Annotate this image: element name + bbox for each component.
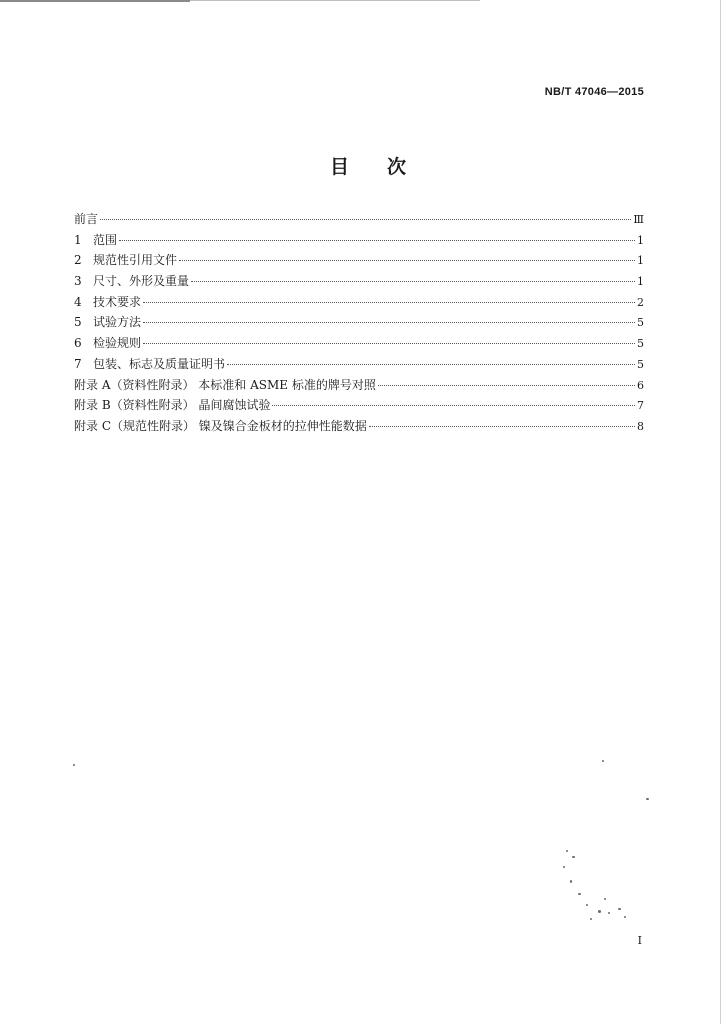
toc-entry-page: 7 <box>637 399 644 413</box>
toc-entry-number: 1 <box>74 232 82 247</box>
scan-speck <box>572 856 575 858</box>
toc-leader-dots <box>143 343 635 344</box>
toc-entry-7[interactable] <box>74 355 644 376</box>
toc-entry-number: 5 <box>74 315 82 330</box>
toc-leader-dots <box>272 405 635 406</box>
toc-entry-label: 附录 B（资料性附录） 晶间腐蚀试验 <box>74 398 271 413</box>
toc-leader-dots <box>119 240 635 241</box>
toc-entry-appendix-a[interactable] <box>74 376 644 397</box>
scan-speck <box>563 866 565 868</box>
toc-entry-6[interactable] <box>74 334 644 355</box>
toc-entry-3[interactable] <box>74 272 644 293</box>
toc-entry-label: 技术要求 <box>93 294 142 309</box>
scan-speck <box>590 918 592 920</box>
toc-leader-dots <box>100 219 631 220</box>
scan-edge-right <box>720 0 721 1024</box>
scan-speck <box>598 910 601 913</box>
scan-speck <box>602 760 604 762</box>
scan-speck <box>570 880 572 883</box>
table-of-contents <box>74 210 644 438</box>
toc-entry-label: 检验规则 <box>93 336 142 351</box>
scan-speck <box>586 904 588 906</box>
toc-leader-dots <box>191 281 635 282</box>
toc-entry-page: 1 <box>637 275 644 289</box>
toc-entry-number: 7 <box>74 356 82 371</box>
toc-entry-5[interactable] <box>74 313 644 334</box>
toc-entry-label: 试验方法 <box>93 315 142 330</box>
toc-leader-dots <box>179 260 635 261</box>
page-title: 目次 <box>330 156 445 178</box>
toc-leader-dots <box>369 426 635 427</box>
scan-speck <box>73 764 75 766</box>
scan-edge-top-dark <box>0 0 190 2</box>
toc-entry-appendix-c[interactable] <box>74 417 644 438</box>
toc-leader-dots <box>227 364 635 365</box>
toc-entry-page: 1 <box>637 233 644 247</box>
toc-entry-number: 6 <box>74 336 82 351</box>
toc-entry-foreword[interactable] <box>74 210 644 231</box>
toc-entry-page: 5 <box>637 357 644 371</box>
toc-entry-1[interactable] <box>74 231 644 252</box>
toc-entry-page: 8 <box>637 419 644 433</box>
toc-entry-page: Ⅲ <box>633 213 644 226</box>
page-number: I <box>637 934 642 947</box>
toc-entry-label: 前言 <box>74 212 99 226</box>
toc-entry-label: 包装、标志及质量证明书 <box>93 356 226 371</box>
toc-entry-number: 4 <box>74 294 82 309</box>
scan-speck <box>578 893 581 895</box>
toc-entry-label: 规范性引用文件 <box>93 253 178 268</box>
toc-entry-2[interactable] <box>74 251 644 272</box>
standard-number: NB/T 47046—2015 <box>544 86 644 98</box>
toc-entry-page: 1 <box>637 254 644 268</box>
toc-entry-page: 5 <box>637 316 644 330</box>
scan-speck <box>566 850 568 852</box>
toc-entry-page: 5 <box>637 337 644 351</box>
toc-leader-dots <box>143 302 635 303</box>
toc-entry-label: 附录 C（规范性附录） 镍及镍合金板材的拉伸性能数据 <box>74 418 367 433</box>
toc-entry-number: 2 <box>74 253 82 268</box>
toc-entry-page: 2 <box>637 295 644 309</box>
toc-leader-dots <box>378 385 635 386</box>
toc-entry-number: 3 <box>74 274 82 289</box>
toc-entry-label: 范围 <box>93 232 118 247</box>
toc-entry-label: 尺寸、外形及重量 <box>93 274 190 289</box>
scan-speck <box>624 916 626 918</box>
toc-leader-dots <box>143 322 635 323</box>
toc-entry-page: 6 <box>637 378 644 392</box>
toc-entry-4[interactable] <box>74 293 644 314</box>
scan-speck <box>646 798 649 800</box>
toc-entry-label: 附录 A（资料性附录） 本标准和 ASME 标准的牌号对照 <box>74 377 376 392</box>
scan-speck <box>608 912 610 914</box>
toc-entry-appendix-b[interactable] <box>74 396 644 417</box>
scan-speck <box>618 908 621 910</box>
scan-speck <box>604 898 606 900</box>
